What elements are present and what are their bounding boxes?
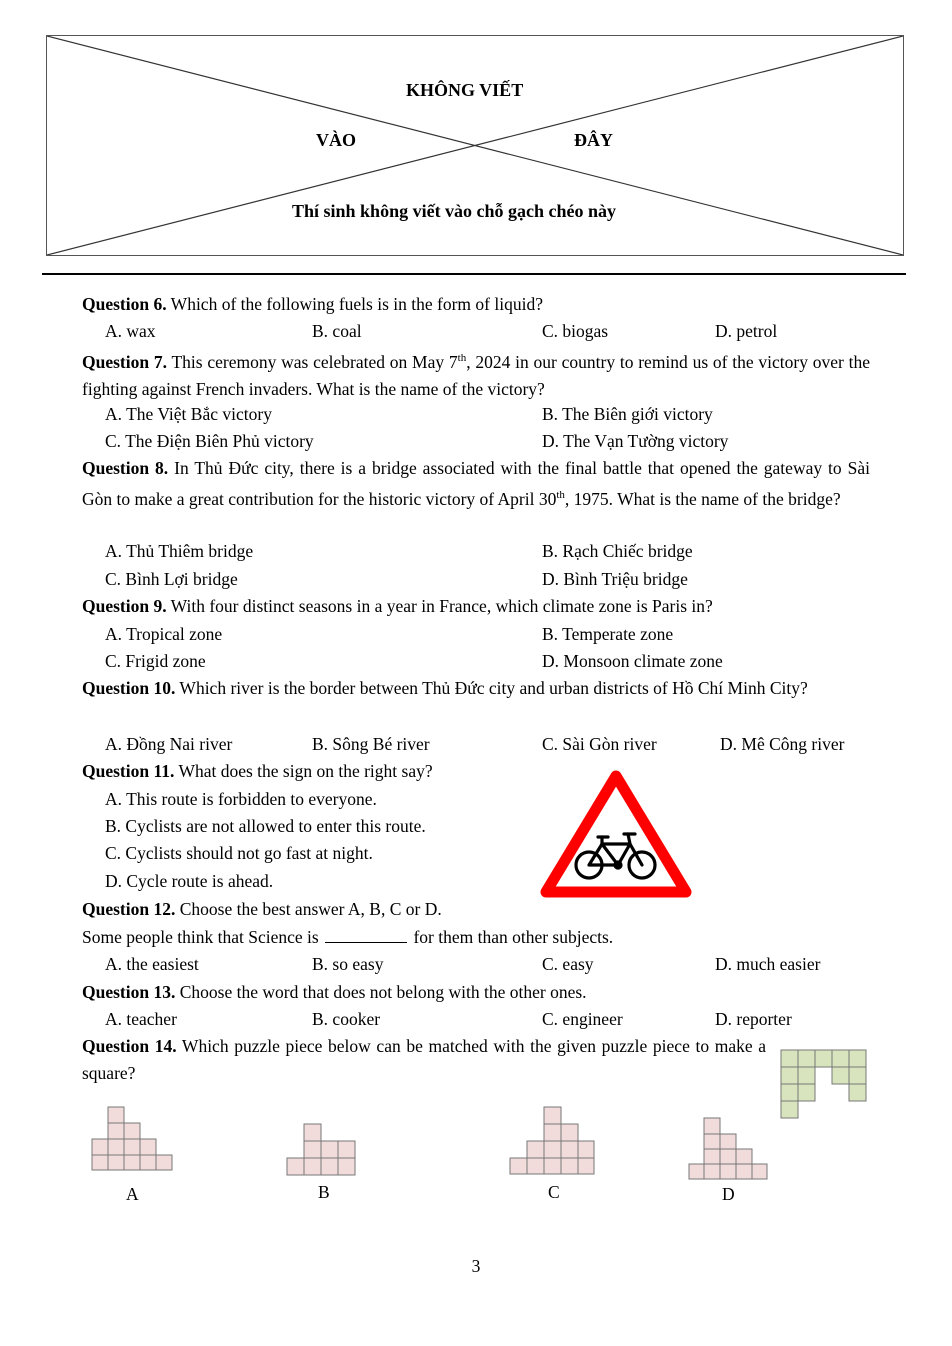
cross-lines xyxy=(47,36,903,255)
question-text: Choose the best answer A, B, C or D. xyxy=(179,899,442,919)
option-11d[interactable]: D. Cycle route is ahead. xyxy=(105,871,274,891)
question-text: Which of the following fuels is in the form of liquid? xyxy=(170,294,543,314)
header-note: Thí sinh không viết vào chỗ gạch chéo này xyxy=(292,201,617,221)
option-6b[interactable]: B. coal xyxy=(312,321,362,341)
question-9 xyxy=(82,595,713,617)
option-12a[interactable]: A. the easiest xyxy=(105,954,199,974)
option-13c[interactable]: C. engineer xyxy=(542,1009,623,1029)
question-12-sentence xyxy=(82,926,613,948)
option-13d[interactable]: D. reporter xyxy=(715,1009,792,1029)
question-label: Question 10. xyxy=(82,678,176,698)
option-7a[interactable]: A. The Việt Bắc victory xyxy=(105,404,272,424)
question-text-1: This ceremony was celebrated on May 7 xyxy=(171,351,458,372)
question-text: Which river is the border between Thủ Đức city and urban districts of Hồ Chí Minh City? xyxy=(179,678,808,698)
header-divider xyxy=(42,273,906,275)
question-text: Choose the word that does not belong with the other ones. xyxy=(179,982,587,1002)
question-label: Question 13. xyxy=(82,982,176,1002)
option-6d[interactable]: D. petrol xyxy=(715,321,778,341)
sentence-part-1: Some people think that Science is xyxy=(82,927,319,947)
question-13 xyxy=(82,981,587,1003)
question-label: Question 11. xyxy=(82,761,175,781)
question-label: Question 14. xyxy=(82,1036,177,1056)
option-6c[interactable]: C. biogas xyxy=(542,321,609,341)
option-7c[interactable]: C. The Điện Biên Phủ victory xyxy=(105,431,314,451)
option-10d[interactable]: D. Mê Công river xyxy=(720,734,845,754)
question-label: Question 9. xyxy=(82,596,167,616)
option-10b[interactable]: B. Sông Bé river xyxy=(312,734,430,754)
option-13a[interactable]: A. teacher xyxy=(105,1009,177,1029)
question-6 xyxy=(82,293,543,315)
cycle-route-sign-icon xyxy=(540,768,692,900)
option-8d[interactable]: D. Bình Triệu bridge xyxy=(542,569,688,589)
question-text-2: , 2024 in our country to remind us of the victory over the fighting against French invaders. What is the name of the victory? xyxy=(82,351,870,400)
option-11b[interactable]: B. Cyclists are not allowed to enter this route. xyxy=(105,816,426,836)
question-label: Question 6. xyxy=(82,294,167,314)
question-text: Which puzzle piece below can be matched with the given puzzle piece to make a square? xyxy=(82,1036,766,1084)
puzzle-piece-a xyxy=(91,1106,173,1172)
option-12c[interactable]: C. easy xyxy=(542,954,594,974)
puzzle-piece-c xyxy=(509,1106,595,1176)
answer-blank xyxy=(325,929,407,943)
option-13b[interactable]: B. cooker xyxy=(312,1009,381,1029)
page-number: 3 xyxy=(471,1256,481,1276)
option-11c[interactable]: C. Cyclists should not go fast at night. xyxy=(105,843,373,863)
superscript: th xyxy=(556,489,565,502)
question-label: Question 12. xyxy=(82,899,176,919)
question-12 xyxy=(82,898,442,920)
option-12b[interactable]: B. so easy xyxy=(312,954,384,974)
question-text: With four distinct seasons in a year in France, which climate zone is Paris in? xyxy=(170,596,713,616)
question-7 xyxy=(82,345,870,403)
option-7d[interactable]: D. The Vạn Tường victory xyxy=(542,431,729,451)
option-8c[interactable]: C. Bình Lợi bridge xyxy=(105,569,238,589)
piece-label-b[interactable]: B xyxy=(318,1182,330,1202)
no-write-box xyxy=(46,35,904,256)
piece-label-a[interactable]: A xyxy=(126,1184,139,1204)
option-9d[interactable]: D. Monsoon climate zone xyxy=(542,651,723,671)
option-12d[interactable]: D. much easier xyxy=(715,954,821,974)
question-14 xyxy=(82,1033,766,1088)
question-text: What does the sign on the right say? xyxy=(178,761,433,781)
question-text-1: In Thủ Đức city, there is a bridge associated with the final battle that opened the gateway to Sài Gòn to make a great contribution for the historic victory of April 30 xyxy=(82,458,870,510)
option-11a[interactable]: A. This route is forbidden to everyone. xyxy=(105,789,377,809)
option-10c[interactable]: C. Sài Gòn river xyxy=(542,734,657,754)
header-right: ĐÂY xyxy=(574,130,613,150)
option-7b[interactable]: B. The Biên giới victory xyxy=(542,404,713,424)
sentence-part-2: for them than other subjects. xyxy=(413,927,614,947)
option-9c[interactable]: C. Frigid zone xyxy=(105,651,206,671)
option-6a[interactable]: A. wax xyxy=(105,321,156,341)
given-puzzle-piece xyxy=(780,1049,868,1123)
option-10a[interactable]: A. Đồng Nai river xyxy=(105,734,233,754)
option-8b[interactable]: B. Rạch Chiếc bridge xyxy=(542,541,693,561)
question-11 xyxy=(82,760,433,782)
puzzle-piece-b xyxy=(286,1123,358,1177)
question-text-2: , 1975. What is the name of the bridge? xyxy=(564,489,841,510)
puzzle-piece-d xyxy=(688,1117,768,1181)
piece-label-d[interactable]: D xyxy=(722,1184,735,1204)
question-10 xyxy=(82,675,870,702)
question-label: Question 7. xyxy=(82,351,167,372)
header-line1: KHÔNG VIẾT xyxy=(406,80,524,100)
header-left: VÀO xyxy=(316,130,356,150)
question-label: Question 8. xyxy=(82,458,169,478)
question-8 xyxy=(82,455,870,513)
superscript: th xyxy=(457,352,467,364)
option-8a[interactable]: A. Thủ Thiêm bridge xyxy=(105,541,254,561)
option-9a[interactable]: A. Tropical zone xyxy=(105,624,223,644)
option-9b[interactable]: B. Temperate zone xyxy=(542,624,674,644)
piece-label-c[interactable]: C xyxy=(548,1182,560,1202)
